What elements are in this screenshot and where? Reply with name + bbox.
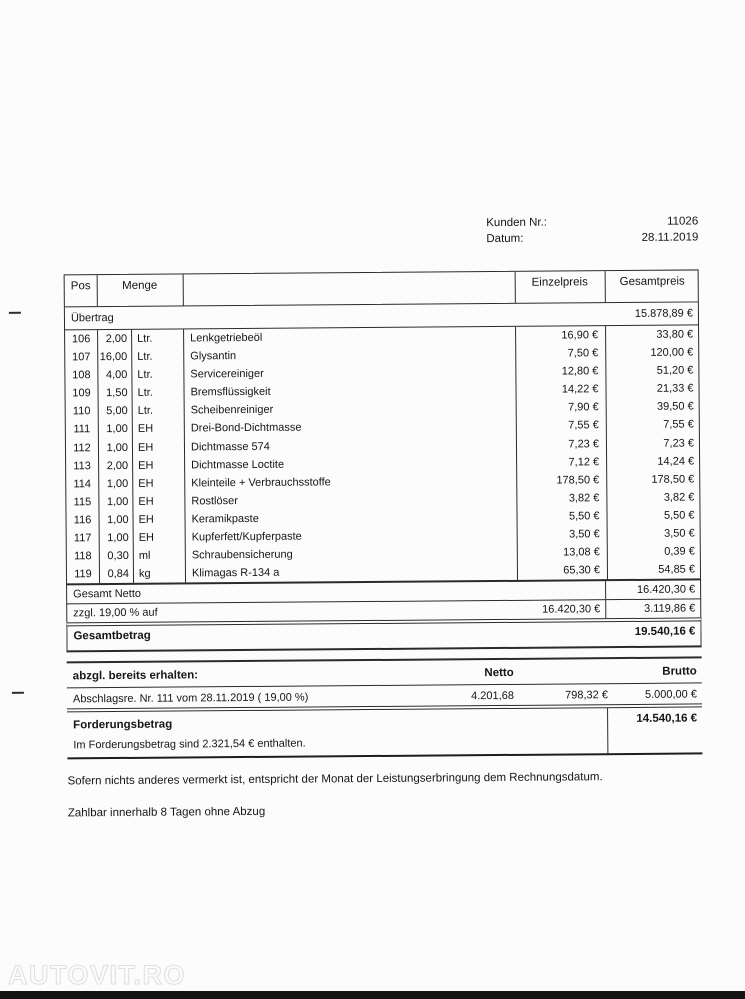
item-total-price: 54,85 € xyxy=(658,563,695,576)
item-quantity: 5,00 xyxy=(106,405,128,418)
item-quantity: 2,00 xyxy=(106,459,129,472)
invoice-date-label: Datum: xyxy=(486,232,524,246)
grand-total-label: Gesamtbetrag xyxy=(73,629,151,643)
item-total-price: 51,20 € xyxy=(656,364,694,377)
claim-amount-label: Forderungsbetrag xyxy=(73,718,173,732)
service-month-note: Sofern nichts anderes vermerkt ist, entspricht der Monat der Leistungserbringung dem Rechnungsdatum. xyxy=(67,771,603,788)
item-unit-price: 7,55 € xyxy=(568,419,599,432)
item-total-price: 33,80 € xyxy=(656,328,694,341)
item-quantity: 0,84 xyxy=(107,567,130,581)
item-quantity: 1,00 xyxy=(106,441,129,454)
item-unit: EH xyxy=(138,477,154,490)
item-unit: Ltr. xyxy=(137,386,153,400)
item-rows xyxy=(64,325,701,583)
autovit-watermark: AUTOVIT.RO xyxy=(8,960,187,990)
item-unit-price: 5,50 € xyxy=(568,510,600,523)
advance-payment-netto: 4.201,68 xyxy=(471,689,514,703)
item-pos: 118 xyxy=(74,550,92,563)
item-pos: 107 xyxy=(72,351,91,364)
vat-amount-value: 3.119,86 € xyxy=(605,599,700,618)
item-unit-price: 14,22 € xyxy=(561,383,599,396)
item-quantity: 1,50 xyxy=(106,387,128,400)
fold-mark-bottom xyxy=(12,692,24,694)
item-unit-price: 12,80 € xyxy=(561,365,599,378)
deductions-brutto-header: Brutto xyxy=(662,665,697,678)
item-total-price: 178,50 € xyxy=(651,473,695,486)
item-total-price: 5,50 € xyxy=(663,509,695,522)
item-total-price: 14,24 € xyxy=(657,455,695,468)
item-description: Servicereiniger xyxy=(190,368,264,381)
column-header-einzelpreis: Einzelpreis xyxy=(531,276,588,289)
item-unit-price: 65,30 € xyxy=(563,564,601,577)
item-unit-price: 7,12 € xyxy=(568,455,600,469)
advance-payment-vat: 798,32 € xyxy=(565,689,608,702)
item-pos: 119 xyxy=(74,568,92,581)
item-quantity: 1,00 xyxy=(107,513,129,526)
advance-payment-brutto: 5.000,00 € xyxy=(644,688,697,701)
item-total-price: 0,39 € xyxy=(664,545,695,558)
item-pos: 106 xyxy=(71,333,91,346)
item-quantity: 0,30 xyxy=(107,549,129,563)
item-unit: EH xyxy=(138,495,154,508)
carryover-label: Übertrag xyxy=(70,312,114,325)
payment-terms-note: Zahlbar innerhalb 8 Tagen ohne Abzug xyxy=(67,805,266,820)
item-pos: 111 xyxy=(73,423,91,436)
item-description: Dichtmasse 574 xyxy=(190,440,270,453)
item-pos: 110 xyxy=(72,405,91,418)
item-unit-price: 3,82 € xyxy=(568,491,600,505)
item-description: Scheibenreiniger xyxy=(190,404,274,417)
item-unit-price: 3,50 € xyxy=(569,528,600,541)
item-description: Kupferfett/Kupferpaste xyxy=(191,530,302,544)
column-header-gesamtpreis: Gesamtpreis xyxy=(619,275,685,289)
header-divider xyxy=(183,274,184,305)
items-table xyxy=(64,269,702,652)
deductions-table xyxy=(67,656,703,759)
item-total-price: 21,33 € xyxy=(656,382,694,396)
claim-column-divider xyxy=(607,708,608,753)
item-pos: 117 xyxy=(73,532,92,545)
items-table-header xyxy=(64,269,699,307)
item-unit-price: 13,08 € xyxy=(563,546,600,559)
item-unit-price: 7,23 € xyxy=(568,437,600,450)
net-total-value: 16.420,30 € xyxy=(605,580,700,599)
deductions-netto-header: Netto xyxy=(484,666,514,680)
item-quantity: 1,00 xyxy=(107,531,129,544)
item-pos: 109 xyxy=(72,387,91,400)
claim-amount-row xyxy=(67,707,702,759)
item-quantity: 1,00 xyxy=(106,477,129,490)
item-total-price: 39,50 € xyxy=(656,400,694,414)
deductions-header-label: abzgl. bereits erhalten: xyxy=(72,669,199,683)
item-quantity: 4,00 xyxy=(105,369,128,382)
item-unit: ml xyxy=(138,549,151,562)
item-total-price: 3,50 € xyxy=(664,527,695,540)
scan-bottom-bar xyxy=(0,991,745,999)
grand-total-value: 19.540,16 € xyxy=(634,625,696,638)
item-unit: Ltr. xyxy=(137,332,153,345)
item-unit-price: 7,50 € xyxy=(567,347,599,360)
column-header-menge: Menge xyxy=(122,279,158,292)
customer-number-row xyxy=(486,213,698,231)
item-total-price: 7,23 € xyxy=(663,436,695,450)
item-description: Klimagas R-134 a xyxy=(191,566,280,580)
item-pos: 115 xyxy=(73,495,92,509)
item-description: Drei-Bond-Dichtmasse xyxy=(190,421,302,435)
vat-label: zzgl. 19,00 % auf xyxy=(73,606,158,620)
item-quantity: 2,00 xyxy=(105,332,128,346)
invoice-date-value: 28.11.2019 xyxy=(641,231,699,244)
claim-amount-value: 14.540,16 € xyxy=(636,712,698,725)
item-quantity: 1,00 xyxy=(106,495,129,508)
item-pos: 114 xyxy=(73,477,92,491)
carryover-value: 15.878,89 € xyxy=(634,307,693,320)
item-unit: Ltr. xyxy=(137,350,153,363)
net-total-label: Gesamt Netto xyxy=(73,587,142,601)
invoice-date-row xyxy=(486,229,698,247)
fold-mark-top xyxy=(9,312,21,314)
item-description: Dichtmasse Loctite xyxy=(191,458,285,472)
item-unit-price: 178,50 € xyxy=(556,473,600,487)
column-header-pos: Pos xyxy=(70,280,91,293)
advance-payment-label: Abschlagsre. Nr. 111 vom 28.11.2019 ( 19,00 %) xyxy=(72,691,309,706)
item-unit: EH xyxy=(137,423,154,436)
item-total-price: 7,55 € xyxy=(663,418,694,432)
item-unit: EH xyxy=(138,459,154,472)
grand-total-row xyxy=(66,617,701,652)
item-quantity: 1,00 xyxy=(106,423,128,436)
item-description: Bremsflüssigkeit xyxy=(190,386,271,399)
item-total-price: 120,00 € xyxy=(650,346,694,359)
item-pos: 116 xyxy=(73,514,92,527)
invoice-meta xyxy=(486,213,698,247)
item-description: Rostlöser xyxy=(191,494,238,508)
item-unit: Ltr. xyxy=(137,405,154,418)
item-quantity: 16,00 xyxy=(99,351,128,364)
item-description: Kleinteile + Verbrauchsstoffe xyxy=(191,475,331,490)
item-description: Glysantin xyxy=(190,350,237,363)
item-description: Schraubensicherung xyxy=(191,548,293,562)
item-unit-price: 16,90 € xyxy=(561,329,599,342)
item-unit: EH xyxy=(138,531,155,544)
item-pos: 113 xyxy=(73,459,91,472)
item-total-price: 3,82 € xyxy=(663,491,695,504)
item-pos: 112 xyxy=(73,441,91,454)
claim-amount-note: Im Forderungsbetrag sind 2.321,54 € enthalten. xyxy=(73,737,306,752)
vat-base-value: 16.420,30 € xyxy=(542,603,601,616)
customer-number-value: 11026 xyxy=(667,215,699,228)
item-unit: Ltr. xyxy=(137,368,153,382)
item-unit-price: 7,90 € xyxy=(568,401,599,414)
item-unit: kg xyxy=(138,567,151,580)
item-description: Lenkgetriebeöl xyxy=(190,331,263,345)
item-pos: 108 xyxy=(72,369,91,382)
item-description: Keramikpaste xyxy=(191,512,259,526)
item-unit: EH xyxy=(138,513,154,526)
customer-number-label: Kunden Nr.: xyxy=(486,216,548,230)
item-unit: EH xyxy=(137,441,154,454)
